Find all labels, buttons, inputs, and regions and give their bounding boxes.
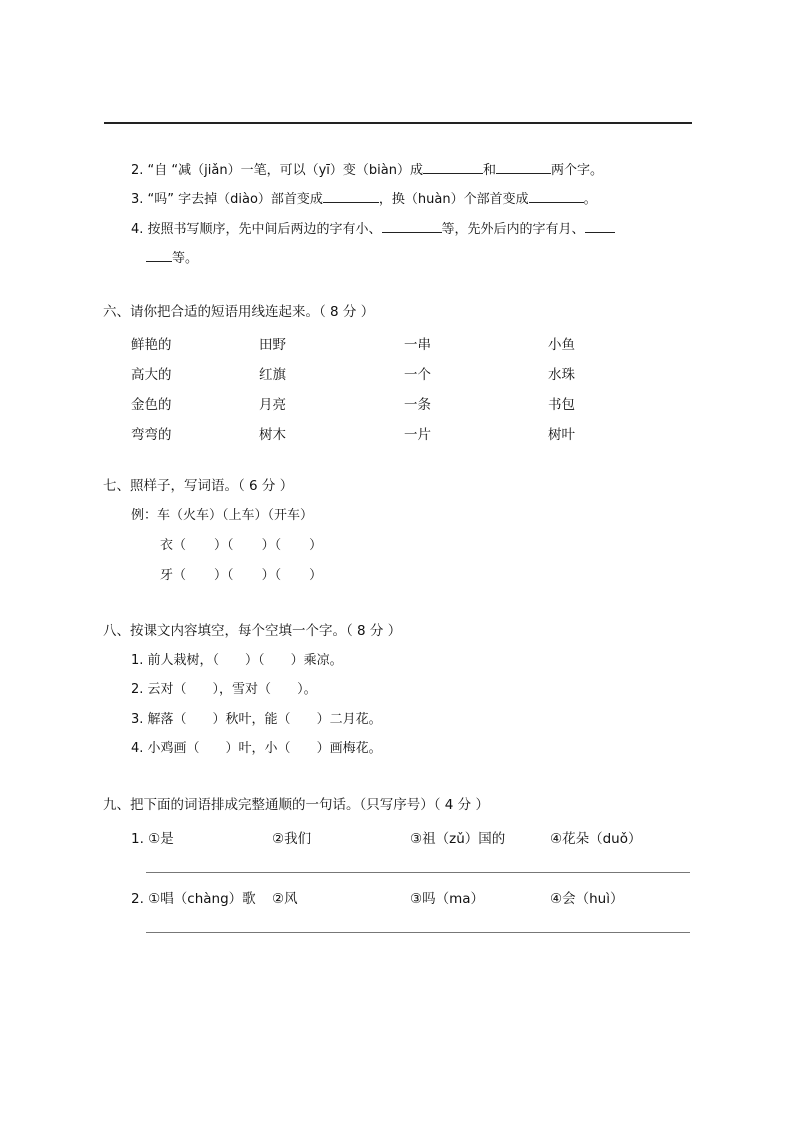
open-paren: （ — [173, 568, 187, 583]
question-5-3 — [131, 189, 597, 208]
fill-text: ）。 — [297, 682, 317, 697]
fill-text: ）二月花。 — [316, 712, 382, 727]
section-8-title: 八、按课文内容填空，每个空填一个字。（ 8 分 ） — [103, 623, 402, 639]
match-item[interactable]: 树叶 — [548, 427, 575, 443]
open-paren: （ — [173, 538, 187, 553]
answer-blank[interactable] — [146, 248, 172, 262]
question-text: 两个字。 — [550, 163, 603, 178]
question-5-4 — [131, 219, 615, 238]
fill-item — [131, 712, 382, 728]
section-7-row — [160, 538, 322, 554]
answer-blank[interactable] — [382, 219, 442, 233]
base-character: 衣 — [160, 538, 174, 553]
answer-blank[interactable] — [496, 160, 551, 174]
close-paren: ） — [261, 538, 275, 553]
question-5-2 — [131, 160, 603, 179]
fill-text: ）秋叶，能（ — [212, 712, 291, 727]
word-option: ②风 — [272, 891, 298, 907]
fill-text: ）画梅花。 — [316, 741, 382, 756]
question-text: 。 — [583, 192, 597, 207]
fill-item — [131, 653, 343, 669]
close-paren: ） — [261, 568, 275, 583]
section-6-title: 六、请你把合适的短语用线连起来。（ 8 分 ） — [103, 304, 375, 320]
close-paren: ） — [214, 538, 228, 553]
word-option: ②我们 — [272, 831, 312, 847]
fill-text: 1. 前人栽树，（ — [131, 653, 220, 668]
word-option: ③吗（ma） — [410, 891, 485, 907]
match-item[interactable]: 水珠 — [548, 367, 575, 383]
close-paren: ） — [214, 568, 228, 583]
base-character: 牙 — [160, 568, 174, 583]
open-paren: （ — [274, 568, 282, 583]
match-item[interactable]: 小鱼 — [548, 337, 575, 353]
match-item[interactable]: 书包 — [548, 397, 575, 413]
word-option: 1. ①是 — [131, 831, 174, 847]
question-text: ，换（huàn）个部首变成 — [378, 192, 529, 207]
question-text: 等。 — [172, 251, 199, 266]
match-item[interactable]: 金色的 — [131, 397, 172, 413]
match-item[interactable]: 田野 — [259, 337, 286, 353]
word-option: ④会（huì） — [550, 891, 624, 907]
match-item[interactable]: 树木 — [259, 427, 286, 443]
answer-line[interactable] — [146, 932, 690, 933]
match-item[interactable]: 一串 — [404, 337, 431, 353]
match-item[interactable]: 一条 — [404, 397, 431, 413]
question-text: 等，先外后内的字有月、 — [441, 222, 585, 237]
section-9-title: 九、把下面的词语排成完整通顺的一句话。（只写序号）（ 4 分 ） — [103, 797, 489, 813]
fill-text: 3. 解落（ — [131, 712, 187, 727]
answer-line[interactable] — [146, 872, 690, 873]
fill-text: ）乘凉。 — [290, 653, 343, 668]
question-text: 和 — [482, 163, 496, 178]
answer-blank[interactable] — [529, 189, 584, 203]
answer-blank[interactable] — [585, 219, 615, 233]
fill-text: ），雪对（ — [212, 682, 272, 697]
match-item[interactable]: 一个 — [404, 367, 431, 383]
section-7-row — [160, 568, 322, 584]
match-item[interactable]: 一片 — [404, 427, 431, 443]
answer-blank[interactable] — [423, 160, 483, 174]
question-text: 3. “吗” 字去掉（diào）部首变成 — [131, 192, 323, 207]
word-option: ③祖（zǔ）国的 — [410, 831, 506, 847]
match-item[interactable]: 鲜艳的 — [131, 337, 172, 353]
word-option: 2. ①唱（chàng）歌 — [131, 891, 256, 907]
fill-text: ）（ — [245, 653, 265, 668]
fill-text: ）叶，小（ — [225, 741, 291, 756]
close-paren: ） — [309, 538, 323, 553]
fill-item — [131, 741, 382, 757]
question-5-4-cont — [146, 248, 198, 267]
section-7-title: 七、照样子，写词语。（ 6 分 ） — [103, 478, 294, 494]
word-option: ④花朵（duǒ） — [550, 831, 642, 847]
open-paren: （ — [227, 538, 234, 553]
question-text: 2. “自 “减（jiǎn）一笔，可以（yī）变（biàn）成 — [131, 163, 423, 178]
fill-text: 4. 小鸡画（ — [131, 741, 200, 756]
open-paren: （ — [274, 538, 282, 553]
question-text: 4. 按照书写顺序，先中间后两边的字有小、 — [131, 222, 382, 237]
fill-item — [131, 682, 317, 698]
open-paren: （ — [227, 568, 234, 583]
answer-blank[interactable] — [323, 189, 379, 203]
section-7-example: 例：车（火车）（上车）（开车） — [131, 508, 314, 523]
match-item[interactable]: 高大的 — [131, 367, 172, 383]
match-item[interactable]: 月亮 — [259, 397, 286, 413]
match-item[interactable]: 红旗 — [259, 367, 286, 383]
match-item[interactable]: 弯弯的 — [131, 427, 172, 443]
fill-text: 2. 云对（ — [131, 682, 187, 697]
close-paren: ） — [309, 568, 323, 583]
header-rule — [104, 122, 692, 124]
